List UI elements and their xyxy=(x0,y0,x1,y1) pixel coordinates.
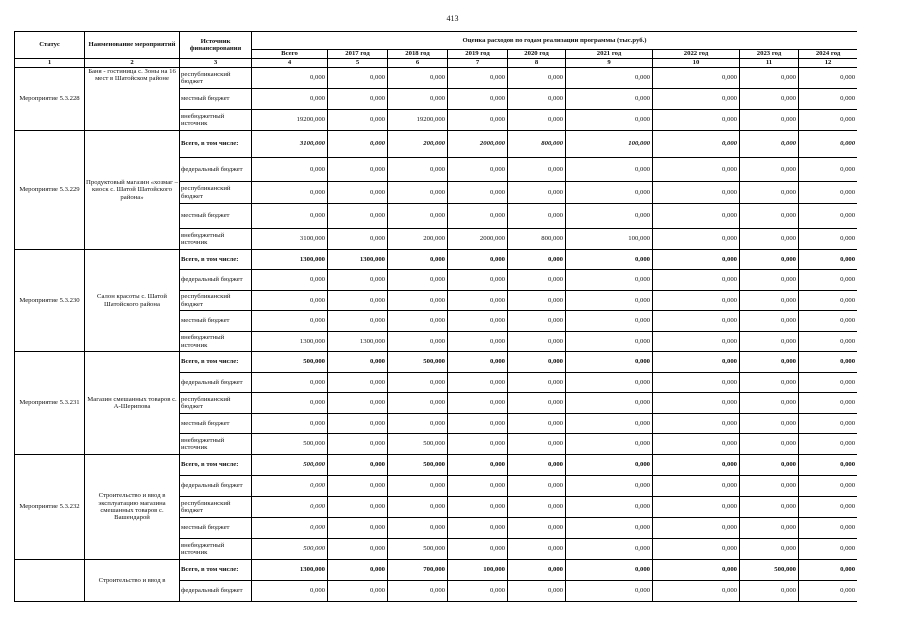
value-cell: 0,000 xyxy=(448,182,508,204)
value-cell: 0,000 xyxy=(566,291,653,311)
value-cell: 0,000 xyxy=(388,250,448,270)
value-cell: 0,000 xyxy=(653,476,740,497)
value-cell: 0,000 xyxy=(740,352,799,373)
table-row xyxy=(15,455,858,476)
value-cell: 0,000 xyxy=(508,332,566,352)
value-cell: 0,000 xyxy=(508,89,566,110)
header-col-number: 10 xyxy=(653,59,740,68)
value-cell: 0,000 xyxy=(653,131,740,158)
event-name-cell: Магазин смешанных товаров с. А-Шерипова xyxy=(85,352,180,455)
value-cell: 0,000 xyxy=(740,204,799,229)
header-year: 2024 год xyxy=(799,50,858,59)
funding-source-cell: федеральный бюджет xyxy=(180,373,252,393)
value-cell: 0,000 xyxy=(448,110,508,131)
value-cell: 0,000 xyxy=(740,455,799,476)
funding-source-cell: внебюджетный источник xyxy=(180,110,252,131)
value-cell: 0,000 xyxy=(508,373,566,393)
table-row xyxy=(15,68,858,89)
status-cell: Мероприятие 5.3.230 xyxy=(15,250,85,352)
value-cell: 0,000 xyxy=(448,518,508,539)
value-cell: 500,000 xyxy=(740,560,799,581)
value-cell: 0,000 xyxy=(252,68,328,89)
value-cell: 200,000 xyxy=(388,229,448,250)
value-cell: 0,000 xyxy=(653,250,740,270)
value-cell: 0,000 xyxy=(252,414,328,434)
value-cell: 0,000 xyxy=(566,158,653,182)
table-container xyxy=(14,31,857,605)
event-name-cell: Строительство и ввод в xyxy=(85,560,180,602)
value-cell: 2000,000 xyxy=(448,131,508,158)
value-cell: 0,000 xyxy=(328,497,388,518)
value-cell: 200,000 xyxy=(388,131,448,158)
value-cell: 0,000 xyxy=(388,182,448,204)
value-cell: 100,000 xyxy=(566,131,653,158)
header-source: Источник финансирования xyxy=(180,32,252,59)
value-cell: 0,000 xyxy=(566,332,653,352)
header-year: 2017 год xyxy=(328,50,388,59)
funding-source-cell: республиканский бюджет xyxy=(180,497,252,518)
value-cell: 0,000 xyxy=(328,373,388,393)
value-cell: 0,000 xyxy=(508,560,566,581)
value-cell: 0,000 xyxy=(328,131,388,158)
value-cell: 0,000 xyxy=(740,539,799,560)
value-cell: 0,000 xyxy=(740,158,799,182)
value-cell: 0,000 xyxy=(566,518,653,539)
value-cell: 0,000 xyxy=(388,332,448,352)
funding-source-cell: республиканский бюджет xyxy=(180,68,252,89)
value-cell: 0,000 xyxy=(448,270,508,291)
value-cell: 0,000 xyxy=(740,182,799,204)
event-name-cell: Салон красоты с. Шатой Шатойского района xyxy=(85,250,180,352)
value-cell: 0,000 xyxy=(328,229,388,250)
value-cell: 0,000 xyxy=(740,373,799,393)
value-cell: 0,000 xyxy=(653,518,740,539)
value-cell: 0,000 xyxy=(653,373,740,393)
value-cell: 0,000 xyxy=(448,68,508,89)
status-cell: Мероприятие 5.3.229 xyxy=(15,131,85,250)
event-name-cell: Строительство и ввод в эксплуатацию магазина смешанных товаров с. Вашендарой xyxy=(85,455,180,560)
value-cell: 19200,000 xyxy=(388,110,448,131)
value-cell: 0,000 xyxy=(653,497,740,518)
value-cell: 0,000 xyxy=(252,373,328,393)
value-cell: 0,000 xyxy=(388,89,448,110)
value-cell: 0,000 xyxy=(653,291,740,311)
value-cell: 0,000 xyxy=(566,270,653,291)
value-cell: 0,000 xyxy=(799,131,858,158)
value-cell: 0,000 xyxy=(448,291,508,311)
value-cell: 0,000 xyxy=(799,110,858,131)
value-cell: 0,000 xyxy=(328,476,388,497)
value-cell: 0,000 xyxy=(740,270,799,291)
value-cell: 0,000 xyxy=(388,518,448,539)
value-cell: 0,000 xyxy=(448,497,508,518)
value-cell: 0,000 xyxy=(653,68,740,89)
value-cell: 0,000 xyxy=(653,182,740,204)
value-cell: 0,000 xyxy=(799,158,858,182)
value-cell: 0,000 xyxy=(799,476,858,497)
value-cell: 800,000 xyxy=(508,131,566,158)
value-cell: 0,000 xyxy=(448,158,508,182)
value-cell: 500,000 xyxy=(252,455,328,476)
value-cell: 0,000 xyxy=(653,158,740,182)
value-cell: 0,000 xyxy=(388,270,448,291)
value-cell: 0,000 xyxy=(653,229,740,250)
value-cell: 0,000 xyxy=(328,158,388,182)
funding-source-cell: местный бюджет xyxy=(180,414,252,434)
funding-source-cell: внебюджетный источник xyxy=(180,539,252,560)
funding-source-cell: федеральный бюджет xyxy=(180,270,252,291)
table-row xyxy=(15,131,858,158)
funding-source-cell: внебюджетный источник xyxy=(180,434,252,455)
header-estimate: Оценка расходов по годам реализации программы (тыс.руб.) xyxy=(252,32,858,50)
value-cell: 0,000 xyxy=(252,204,328,229)
value-cell: 0,000 xyxy=(328,89,388,110)
value-cell: 0,000 xyxy=(252,89,328,110)
value-cell: 0,000 xyxy=(328,581,388,602)
value-cell: 0,000 xyxy=(252,270,328,291)
value-cell: 0,000 xyxy=(740,434,799,455)
value-cell: 100,000 xyxy=(566,229,653,250)
value-cell: 0,000 xyxy=(799,518,858,539)
value-cell: 0,000 xyxy=(388,204,448,229)
value-cell: 0,000 xyxy=(799,497,858,518)
value-cell: 0,000 xyxy=(653,270,740,291)
value-cell: 1300,000 xyxy=(252,250,328,270)
value-cell: 0,000 xyxy=(799,455,858,476)
funding-source-cell: Всего, в том числе: xyxy=(180,250,252,270)
value-cell: 500,000 xyxy=(252,352,328,373)
value-cell: 0,000 xyxy=(740,311,799,332)
value-cell: 0,000 xyxy=(448,250,508,270)
value-cell: 0,000 xyxy=(448,414,508,434)
value-cell: 0,000 xyxy=(799,68,858,89)
value-cell: 0,000 xyxy=(653,414,740,434)
value-cell: 0,000 xyxy=(740,89,799,110)
status-cell xyxy=(15,560,85,602)
value-cell: 0,000 xyxy=(508,581,566,602)
header-year: Всего xyxy=(252,50,328,59)
value-cell: 500,000 xyxy=(388,455,448,476)
funding-source-cell: местный бюджет xyxy=(180,311,252,332)
funding-source-cell: внебюджетный источник xyxy=(180,229,252,250)
value-cell: 0,000 xyxy=(388,68,448,89)
funding-source-cell: Всего, в том числе: xyxy=(180,131,252,158)
value-cell: 0,000 xyxy=(566,455,653,476)
value-cell: 0,000 xyxy=(653,204,740,229)
funding-source-cell: Всего, в том числе: xyxy=(180,455,252,476)
value-cell: 0,000 xyxy=(328,539,388,560)
value-cell: 0,000 xyxy=(566,373,653,393)
status-cell: Мероприятие 5.3.228 xyxy=(15,68,85,131)
value-cell: 0,000 xyxy=(653,110,740,131)
header-col-number: 2 xyxy=(85,59,180,68)
value-cell: 19200,000 xyxy=(252,110,328,131)
value-cell: 0,000 xyxy=(508,352,566,373)
value-cell: 0,000 xyxy=(508,68,566,89)
value-cell: 0,000 xyxy=(508,518,566,539)
header-col-number: 11 xyxy=(740,59,799,68)
value-cell: 0,000 xyxy=(799,229,858,250)
value-cell: 0,000 xyxy=(740,68,799,89)
value-cell: 0,000 xyxy=(566,352,653,373)
value-cell: 0,000 xyxy=(252,476,328,497)
value-cell: 0,000 xyxy=(448,352,508,373)
value-cell: 0,000 xyxy=(448,89,508,110)
value-cell: 0,000 xyxy=(328,270,388,291)
value-cell: 500,000 xyxy=(388,434,448,455)
value-cell: 0,000 xyxy=(252,291,328,311)
value-cell: 0,000 xyxy=(508,434,566,455)
header-year: 2023 год xyxy=(740,50,799,59)
header-col-numbers-row xyxy=(15,59,858,68)
event-name-cell: Продуктовый магазин «хозмаг – киоск с. Шатой Шатойского района» xyxy=(85,131,180,250)
value-cell: 0,000 xyxy=(328,68,388,89)
value-cell: 0,000 xyxy=(566,204,653,229)
page-number: 413 xyxy=(446,14,459,23)
value-cell: 0,000 xyxy=(388,393,448,414)
value-cell: 0,000 xyxy=(388,497,448,518)
value-cell: 0,000 xyxy=(566,110,653,131)
value-cell: 0,000 xyxy=(448,455,508,476)
value-cell: 0,000 xyxy=(508,311,566,332)
value-cell: 0,000 xyxy=(508,291,566,311)
value-cell: 0,000 xyxy=(566,560,653,581)
value-cell: 0,000 xyxy=(388,158,448,182)
value-cell: 0,000 xyxy=(388,476,448,497)
value-cell: 0,000 xyxy=(508,158,566,182)
header-col-number: 9 xyxy=(566,59,653,68)
value-cell: 0,000 xyxy=(566,539,653,560)
value-cell: 0,000 xyxy=(566,182,653,204)
value-cell: 0,000 xyxy=(448,393,508,414)
value-cell: 0,000 xyxy=(740,250,799,270)
header-year: 2018 год xyxy=(388,50,448,59)
value-cell: 0,000 xyxy=(799,539,858,560)
value-cell: 0,000 xyxy=(508,110,566,131)
value-cell: 0,000 xyxy=(448,581,508,602)
value-cell: 0,000 xyxy=(448,311,508,332)
value-cell: 0,000 xyxy=(508,250,566,270)
value-cell: 0,000 xyxy=(566,414,653,434)
header-year: 2019 год xyxy=(448,50,508,59)
header-year: 2022 год xyxy=(653,50,740,59)
value-cell: 0,000 xyxy=(448,332,508,352)
event-name-cell: Баня - гостиница с. Зоны на 16 мест в Шатойском районе xyxy=(85,68,180,131)
table-row xyxy=(15,250,858,270)
funding-source-cell: республиканский бюджет xyxy=(180,182,252,204)
value-cell: 0,000 xyxy=(328,204,388,229)
value-cell: 0,000 xyxy=(388,581,448,602)
header-year: 2020 год xyxy=(508,50,566,59)
value-cell: 1300,000 xyxy=(252,332,328,352)
value-cell: 0,000 xyxy=(328,182,388,204)
value-cell: 0,000 xyxy=(799,373,858,393)
value-cell: 0,000 xyxy=(328,518,388,539)
value-cell: 1300,000 xyxy=(328,250,388,270)
value-cell: 0,000 xyxy=(252,393,328,414)
value-cell: 0,000 xyxy=(740,518,799,539)
value-cell: 0,000 xyxy=(740,332,799,352)
value-cell: 0,000 xyxy=(508,204,566,229)
value-cell: 0,000 xyxy=(328,455,388,476)
value-cell: 0,000 xyxy=(328,291,388,311)
funding-source-cell: федеральный бюджет xyxy=(180,581,252,602)
table-row xyxy=(15,560,858,581)
value-cell: 500,000 xyxy=(252,434,328,455)
value-cell: 0,000 xyxy=(508,539,566,560)
value-cell: 0,000 xyxy=(448,539,508,560)
value-cell: 0,000 xyxy=(740,393,799,414)
value-cell: 0,000 xyxy=(328,352,388,373)
value-cell: 0,000 xyxy=(653,581,740,602)
value-cell: 0,000 xyxy=(653,332,740,352)
value-cell: 0,000 xyxy=(740,291,799,311)
value-cell: 0,000 xyxy=(508,270,566,291)
value-cell: 0,000 xyxy=(653,311,740,332)
funding-source-cell: местный бюджет xyxy=(180,89,252,110)
header-year: 2021 год xyxy=(566,50,653,59)
value-cell: 0,000 xyxy=(799,89,858,110)
value-cell: 0,000 xyxy=(388,414,448,434)
value-cell: 0,000 xyxy=(566,476,653,497)
value-cell: 0,000 xyxy=(740,497,799,518)
status-cell: Мероприятие 5.3.231 xyxy=(15,352,85,455)
value-cell: 0,000 xyxy=(252,182,328,204)
value-cell: 0,000 xyxy=(653,455,740,476)
header-col-number: 3 xyxy=(180,59,252,68)
value-cell: 0,000 xyxy=(566,89,653,110)
funding-source-cell: Всего, в том числе: xyxy=(180,352,252,373)
value-cell: 3100,000 xyxy=(252,229,328,250)
value-cell: 800,000 xyxy=(508,229,566,250)
header-status: Статус xyxy=(15,32,85,59)
value-cell: 500,000 xyxy=(388,352,448,373)
funding-source-cell: федеральный бюджет xyxy=(180,158,252,182)
funding-source-cell: Всего, в том числе: xyxy=(180,560,252,581)
value-cell: 0,000 xyxy=(328,414,388,434)
value-cell: 0,000 xyxy=(252,581,328,602)
header-col-number: 5 xyxy=(328,59,388,68)
value-cell: 0,000 xyxy=(653,89,740,110)
value-cell: 0,000 xyxy=(508,476,566,497)
value-cell: 0,000 xyxy=(799,291,858,311)
expense-table xyxy=(14,31,857,602)
value-cell: 0,000 xyxy=(566,250,653,270)
value-cell: 0,000 xyxy=(740,229,799,250)
value-cell: 0,000 xyxy=(328,560,388,581)
value-cell: 0,000 xyxy=(653,434,740,455)
value-cell: 0,000 xyxy=(799,393,858,414)
value-cell: 0,000 xyxy=(328,393,388,414)
funding-source-cell: внебюджетный источник xyxy=(180,332,252,352)
value-cell: 0,000 xyxy=(566,311,653,332)
value-cell: 0,000 xyxy=(508,497,566,518)
value-cell: 0,000 xyxy=(566,434,653,455)
value-cell: 0,000 xyxy=(799,414,858,434)
value-cell: 2000,000 xyxy=(448,229,508,250)
header-col-number: 6 xyxy=(388,59,448,68)
funding-source-cell: местный бюджет xyxy=(180,518,252,539)
value-cell: 0,000 xyxy=(566,497,653,518)
value-cell: 0,000 xyxy=(799,270,858,291)
value-cell: 0,000 xyxy=(653,352,740,373)
value-cell: 0,000 xyxy=(328,110,388,131)
value-cell: 0,000 xyxy=(448,434,508,455)
value-cell: 0,000 xyxy=(252,158,328,182)
value-cell: 3100,000 xyxy=(252,131,328,158)
header-name: Наименование мероприятий xyxy=(85,32,180,59)
value-cell: 0,000 xyxy=(448,373,508,393)
value-cell: 1300,000 xyxy=(328,332,388,352)
value-cell: 0,000 xyxy=(799,352,858,373)
value-cell: 0,000 xyxy=(448,204,508,229)
header-col-number: 12 xyxy=(799,59,858,68)
value-cell: 0,000 xyxy=(328,434,388,455)
value-cell: 0,000 xyxy=(740,476,799,497)
value-cell: 0,000 xyxy=(799,204,858,229)
value-cell: 0,000 xyxy=(388,291,448,311)
value-cell: 0,000 xyxy=(653,560,740,581)
value-cell: 0,000 xyxy=(799,250,858,270)
header-col-number: 1 xyxy=(15,59,85,68)
value-cell: 500,000 xyxy=(252,539,328,560)
value-cell: 0,000 xyxy=(388,311,448,332)
value-cell: 0,000 xyxy=(508,414,566,434)
value-cell: 0,000 xyxy=(566,581,653,602)
value-cell: 0,000 xyxy=(799,560,858,581)
status-cell: Мероприятие 5.3.232 xyxy=(15,455,85,560)
value-cell: 0,000 xyxy=(799,332,858,352)
header-col-number: 8 xyxy=(508,59,566,68)
funding-source-cell: федеральный бюджет xyxy=(180,476,252,497)
value-cell: 0,000 xyxy=(740,581,799,602)
value-cell: 0,000 xyxy=(740,131,799,158)
header-col-number: 4 xyxy=(252,59,328,68)
value-cell: 0,000 xyxy=(566,393,653,414)
value-cell: 0,000 xyxy=(799,182,858,204)
value-cell: 0,000 xyxy=(252,497,328,518)
value-cell: 0,000 xyxy=(328,311,388,332)
value-cell: 0,000 xyxy=(740,414,799,434)
value-cell: 0,000 xyxy=(252,311,328,332)
value-cell: 0,000 xyxy=(448,476,508,497)
value-cell: 0,000 xyxy=(388,373,448,393)
value-cell: 100,000 xyxy=(448,560,508,581)
value-cell: 0,000 xyxy=(508,182,566,204)
value-cell: 0,000 xyxy=(740,110,799,131)
value-cell: 0,000 xyxy=(653,539,740,560)
value-cell: 0,000 xyxy=(508,455,566,476)
value-cell: 500,000 xyxy=(388,539,448,560)
value-cell: 700,000 xyxy=(388,560,448,581)
value-cell: 0,000 xyxy=(252,518,328,539)
value-cell: 0,000 xyxy=(566,68,653,89)
funding-source-cell: местный бюджет xyxy=(180,204,252,229)
funding-source-cell: республиканский бюджет xyxy=(180,393,252,414)
value-cell: 0,000 xyxy=(799,434,858,455)
funding-source-cell: республиканский бюджет xyxy=(180,291,252,311)
header-col-number: 7 xyxy=(448,59,508,68)
value-cell: 0,000 xyxy=(799,311,858,332)
value-cell: 0,000 xyxy=(653,393,740,414)
table-row xyxy=(15,352,858,373)
value-cell: 0,000 xyxy=(799,581,858,602)
value-cell: 0,000 xyxy=(508,393,566,414)
table-body xyxy=(15,68,858,602)
value-cell: 1300,000 xyxy=(252,560,328,581)
